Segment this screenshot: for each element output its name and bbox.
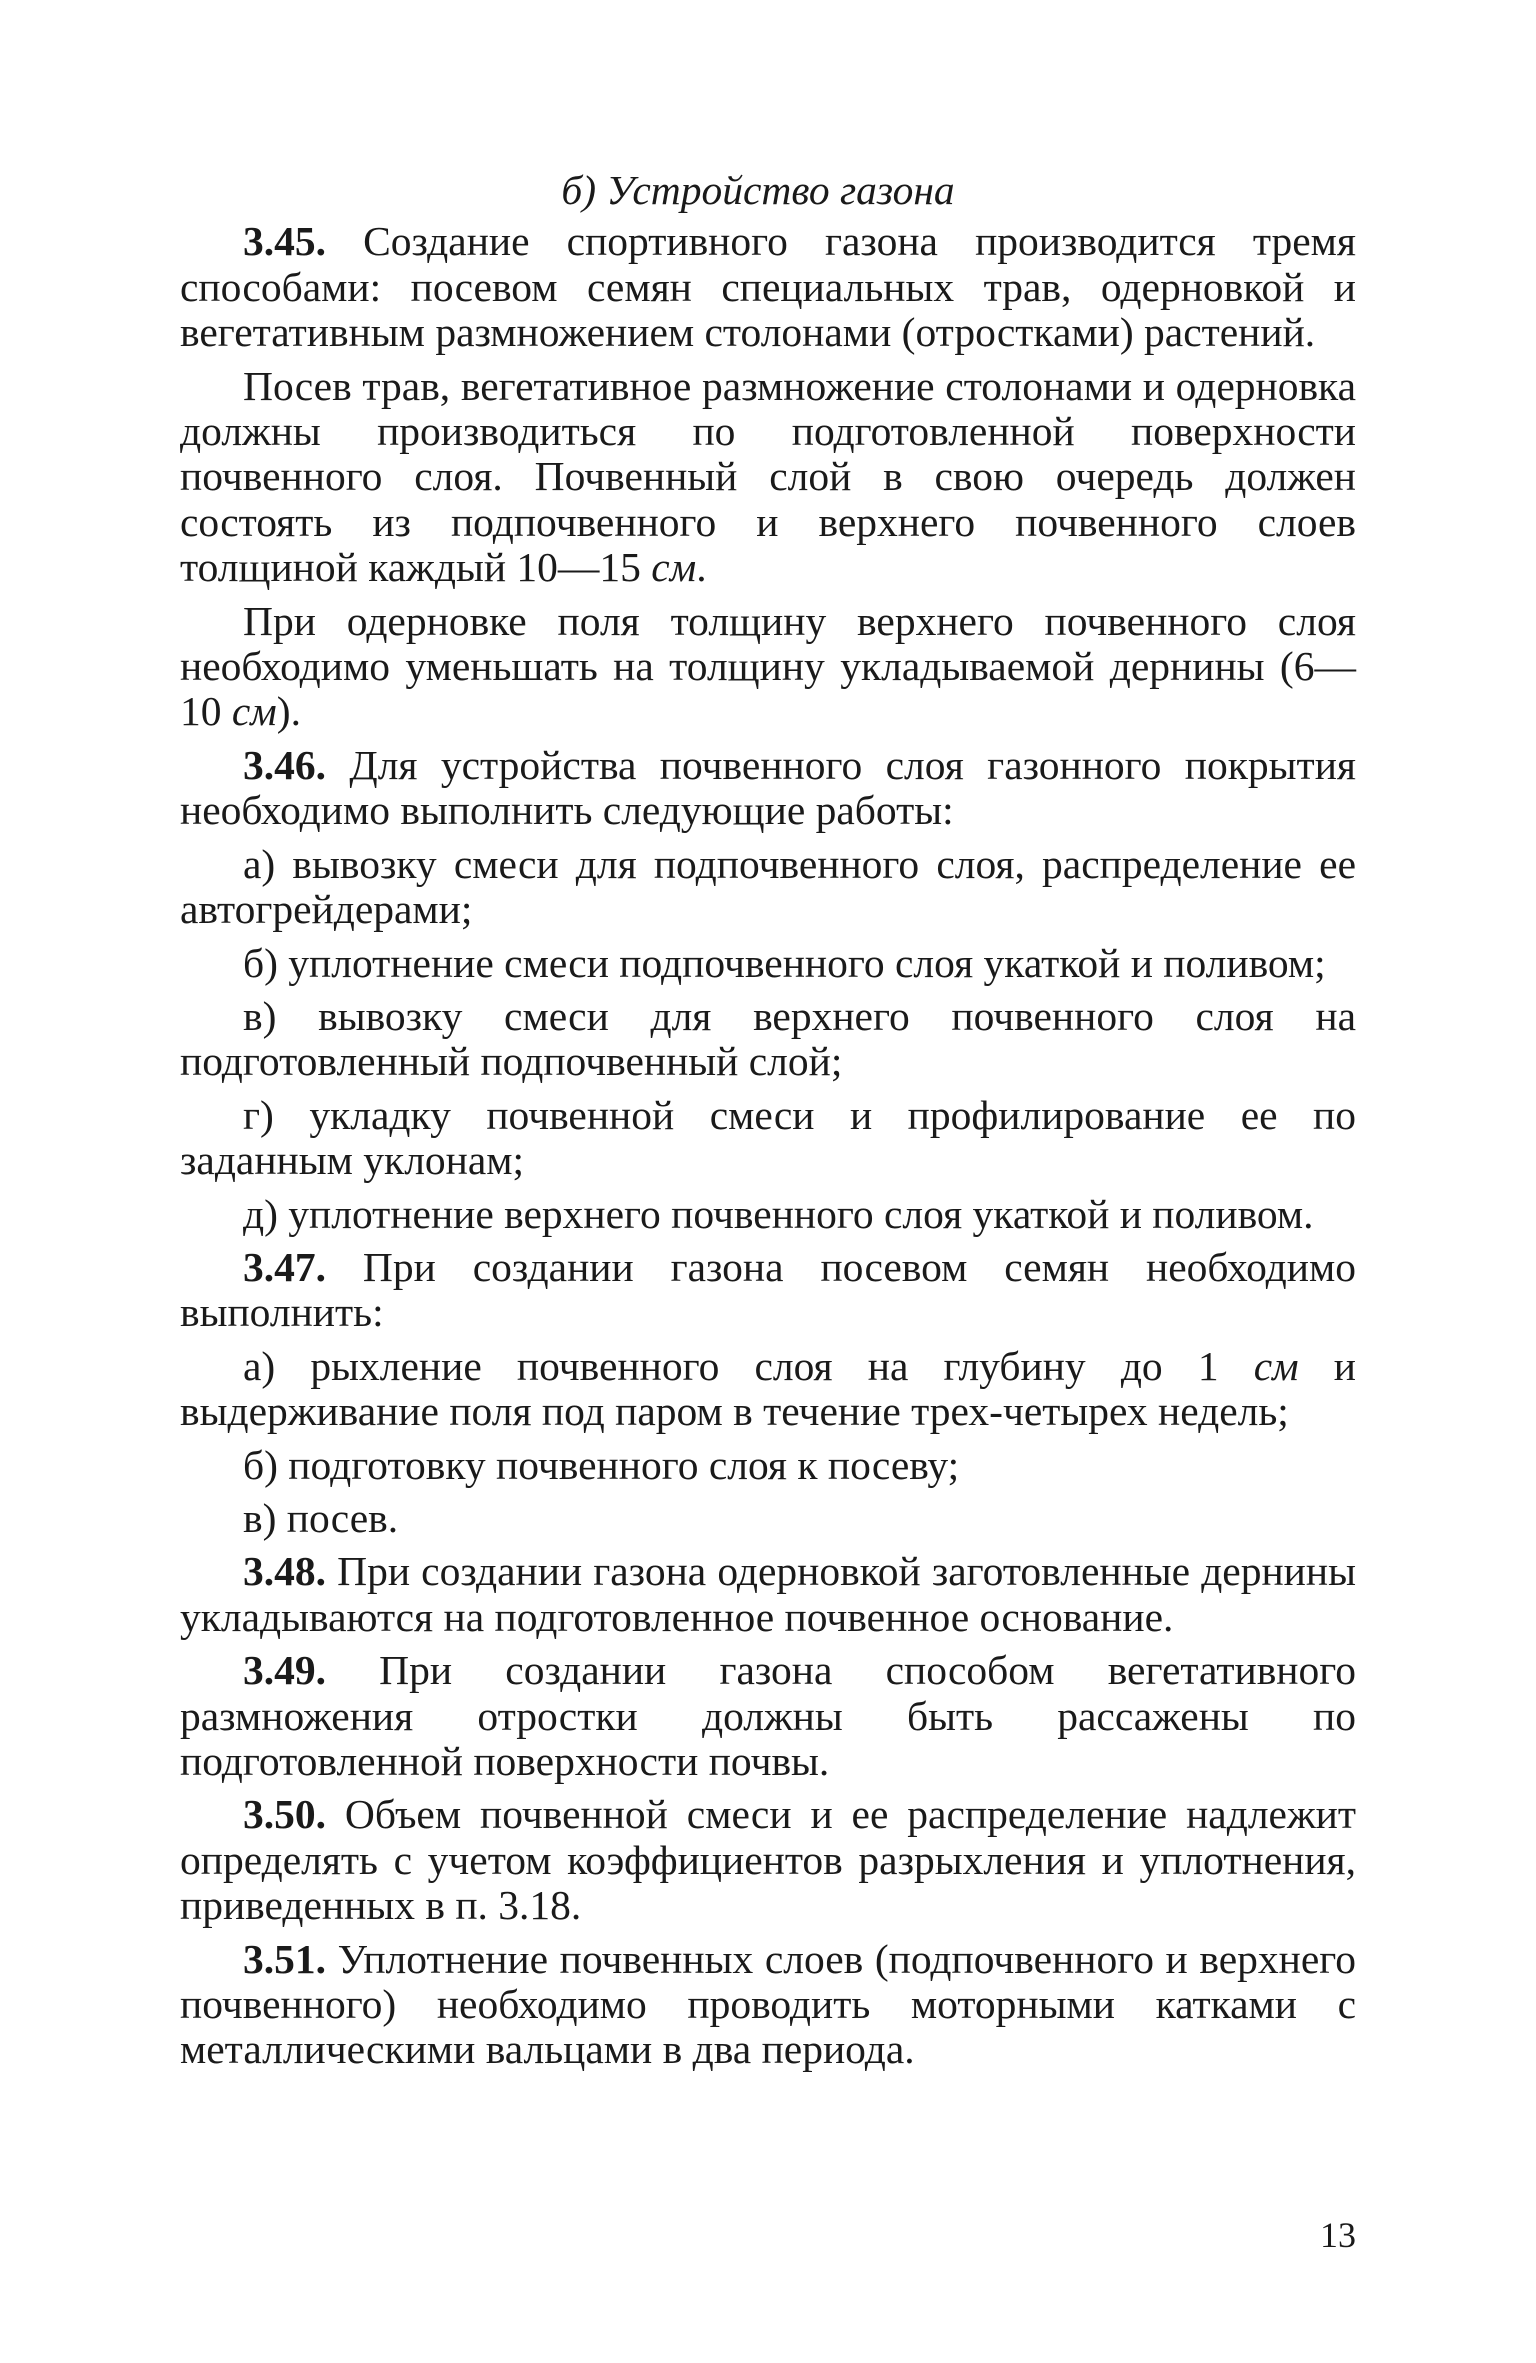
paragraph-number: 3.47. — [243, 1243, 326, 1290]
paragraph-3-45 — [180, 219, 1356, 355]
list-item: в) посев. — [243, 1494, 399, 1541]
paragraph-number: 3.48. — [243, 1548, 326, 1595]
paragraph-3-51 — [180, 1937, 1356, 2073]
list-item: а) вывозку смеси для подпочвенного слоя, распределение ее автогрейдерами; — [180, 840, 1356, 933]
paragraph-3-48 — [180, 1549, 1356, 1640]
paragraph-text: Создание спортивного газона производится тремя способами: посевом семян специальных трав, одерновкой и вегетативным размножением столонами (отростками) растений. — [180, 218, 1356, 356]
list-item: б) уплотнение смеси подпочвенного слоя укаткой и поливом; — [243, 939, 1326, 986]
paragraph-3-45-sodding — [180, 599, 1356, 735]
paragraph-text: При создании газона одерновкой заготовленные дернины укладываются на подготовленное почвенное основание. — [180, 1548, 1356, 1640]
paragraph-number: 3.49. — [243, 1647, 326, 1694]
unit-label: см — [651, 544, 697, 591]
paragraph-3-46 — [180, 743, 1356, 834]
paragraph-text: Посев трав, вегетативное размножение столонами и одерновка должны производиться по подготовленной поверхности почвенного слоя. Почвенный слой в свою очередь должен состоять из подпочвенного и верхнего почвенного слоев толщиной каждый 10—15 — [180, 362, 1356, 591]
text-block — [180, 168, 1356, 2073]
paragraph-number: 3.45. — [243, 218, 326, 265]
paragraph-text: При одерновке поля толщину верхнего почвенного слоя необходимо уменьшать на толщину укладываемой дернины (6—10 — [180, 597, 1356, 735]
paragraph-text-end: ). — [276, 688, 301, 735]
list-item: д) уплотнение верхнего почвенного слоя укаткой и поливом. — [243, 1190, 1314, 1237]
paragraph-text: Объем почвенной смеси и ее распределение надлежит определять с учетом коэффициентов разрыхления и уплотнения, приведенных в п. 3.18. — [180, 1791, 1356, 1929]
paragraph-text: При создании газона способом вегетативного размножения отростки должны быть рассажены по подготовленной поверхности почвы. — [180, 1647, 1356, 1784]
unit-label: см — [231, 688, 277, 735]
paragraph-text: Уплотнение почвенных слоев (подпочвенного и верхнего почвенного) необходимо проводить моторными катками с металлическими вальцами в два периода. — [180, 1935, 1356, 2073]
paragraph-number: 3.50. — [243, 1791, 326, 1838]
paragraph-3-50 — [180, 1792, 1356, 1928]
list-item: г) укладку почвенной смеси и профилирование ее по заданным уклонам; — [180, 1091, 1356, 1184]
paragraph-text: При создании газона посевом семян необходимо выполнить: — [180, 1243, 1356, 1336]
list-item: в) вывозку смеси для верхнего почвенного слоя на подготовленный подпочвенный слой; — [180, 992, 1356, 1085]
list-item-text-end: и выдерживание поля под паром в течение трех-четырех недель; — [180, 1342, 1356, 1435]
paragraph-text-end: . — [696, 544, 707, 591]
list-item: б) подготовку почвенного слоя к посеву; — [243, 1441, 960, 1488]
section-subtitle: б) Устройство газона — [561, 167, 955, 213]
paragraph-number: 3.51. — [243, 1935, 326, 1982]
paragraph-3-47 — [180, 1245, 1356, 1336]
unit-label: см — [1253, 1342, 1299, 1389]
page-number: 13 — [1320, 2215, 1356, 2255]
paragraph-text: Для устройства почвенного слоя газонного покрытия необходимо выполнить следующие работы: — [180, 741, 1356, 834]
paragraph-3-49 — [180, 1648, 1356, 1784]
paragraph-number: 3.46. — [243, 741, 326, 788]
paragraph-3-45-sowing — [180, 364, 1356, 591]
list-item-text: а) рыхление почвенного слоя на глубину до 1 — [243, 1342, 1254, 1389]
list-item — [180, 1344, 1356, 1435]
